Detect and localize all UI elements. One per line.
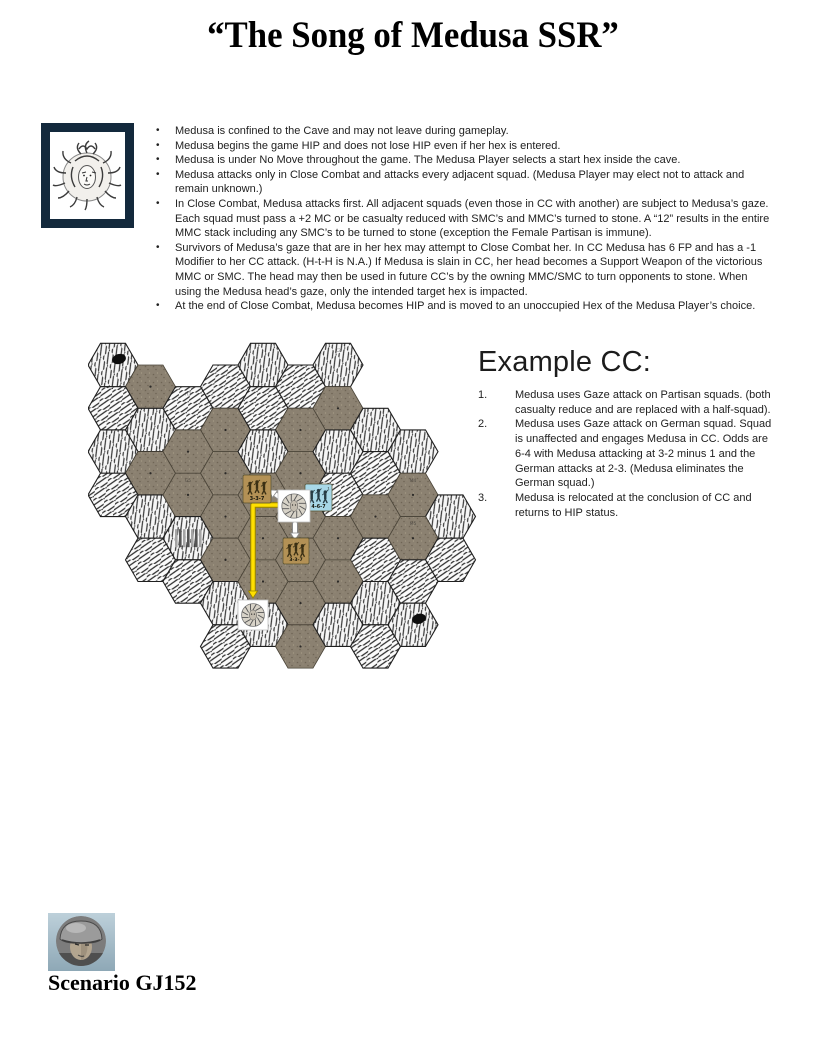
bullet-marker: • bbox=[156, 300, 160, 312]
rule-item bbox=[156, 197, 772, 241]
page-title: “The Song of Medusa SSR” bbox=[207, 15, 619, 56]
hex-center-dot bbox=[299, 472, 301, 474]
medusa-plaque bbox=[50, 132, 125, 219]
hex-center-dot bbox=[224, 429, 226, 431]
medusa-plaque-frame bbox=[41, 123, 134, 228]
rules-list bbox=[156, 124, 772, 314]
example-item-text: Medusa uses Gaze attack on Partisan squads. (both casualty reduce and are replaced with a half-squad). bbox=[515, 389, 771, 416]
example-item bbox=[478, 388, 774, 417]
hex-center-dot bbox=[412, 537, 414, 539]
hex-center-dot bbox=[149, 472, 151, 474]
example-item-number: 2. bbox=[478, 418, 488, 431]
rule-text: Medusa begins the game HIP and does not lose HIP even if her hex is entered. bbox=[175, 139, 561, 152]
medusa-counter-relocated bbox=[238, 600, 268, 630]
rule-text: Medusa is under No Move throughout the game. The Medusa Player selects a start hex inside the cave. bbox=[175, 154, 681, 167]
hex-center-dot bbox=[224, 559, 226, 561]
hex-label: K2 bbox=[335, 349, 341, 354]
hex-center-dot bbox=[262, 537, 264, 539]
example-cc-heading: Example CC: bbox=[478, 346, 652, 378]
rule-text: At the end of Close Combat, Medusa becomes HIP and is moved to an unoccupied Hex of the Medusa Player’s choice. bbox=[175, 300, 756, 313]
hex-center-dot bbox=[224, 515, 226, 517]
hex-label: M5 bbox=[409, 522, 417, 528]
example-item bbox=[478, 417, 774, 491]
hex-label: H2 bbox=[184, 392, 192, 398]
rule-item bbox=[156, 241, 772, 299]
bullet-marker: • bbox=[156, 197, 160, 209]
counter-value: 3-3-7 bbox=[249, 496, 265, 502]
bullet-marker: • bbox=[156, 168, 160, 180]
scenario-id-label: Scenario GJ152 bbox=[48, 970, 197, 995]
hex-center-dot bbox=[187, 451, 189, 453]
rule-item bbox=[156, 153, 772, 168]
hex-center-dot bbox=[337, 407, 339, 409]
rule-text: Medusa attacks only in Close Combat and attacks every adjacent squad. (Medusa Player may elect not to attack and remain unknown.) bbox=[175, 168, 745, 196]
counter-value: 4-6-7 bbox=[311, 504, 326, 510]
hex-label: M4 bbox=[409, 478, 417, 484]
medusa-counter bbox=[278, 490, 310, 522]
hex-label: G5 bbox=[184, 478, 192, 484]
soldier-portrait-icon bbox=[48, 913, 115, 971]
cave-map-svg bbox=[88, 340, 488, 685]
hex-center-dot bbox=[262, 580, 264, 582]
rule-item bbox=[156, 124, 772, 139]
hex-center-dot bbox=[412, 494, 414, 496]
cave-map bbox=[88, 340, 488, 685]
rule-item bbox=[156, 299, 772, 314]
hex-center-dot bbox=[224, 472, 226, 474]
partisan-squad-counter bbox=[243, 475, 271, 503]
example-item-number: 1. bbox=[478, 389, 488, 401]
hex-center-dot bbox=[149, 386, 151, 388]
rule-text: In Close Combat, Medusa attacks first. All adjacent squads (even those in CC with another) are subject to Medusa’s gaze. Each squad must pass a +2 MC or be casualty reduced with SMC’s and MMC’s turned to stone. A “12” results in the entire MMC stack including any SMC’s to be turned to stone (exception the Female Partisan is immune). bbox=[175, 197, 770, 240]
example-item-number: 3. bbox=[478, 491, 488, 504]
example-item-text: Medusa uses Gaze attack on German squad. Squad is unaffected and engages Medusa in CC. Odds are 6-4 with Medusa attacking at 3-2 minus 1 and the German attacks at 2-3. (Medusa eliminates the German squad.) bbox=[515, 418, 772, 490]
hex-center-dot bbox=[337, 580, 339, 582]
counter-value: 3-3-7 bbox=[289, 558, 303, 563]
hex-center-dot bbox=[299, 602, 301, 604]
counter-superscript: 1 bbox=[327, 485, 330, 491]
rule-text: Survivors of Medusa’s gaze that are in her hex may attempt to Close Combat her. In CC Medusa has 6 FP and has a -1 Modifier to her CC attack. (H-t-H is N.A.) If Medusa is slain in CC, her head becomes a Support Weapon of the victorious MMC or SMC. The head may then be used in future CC’s by the owning MMC/SMC to turn opponents to stone. When using the Medusa head’s gaze, only the intended target hex is impacted. bbox=[175, 241, 763, 298]
example-cc-list bbox=[478, 388, 774, 520]
bullet-marker: • bbox=[156, 139, 160, 151]
hex-center-dot bbox=[299, 645, 301, 647]
soldier-badge bbox=[48, 913, 115, 971]
medusa-engraving-icon bbox=[51, 133, 124, 218]
hex-center-dot bbox=[374, 515, 376, 517]
hex-center-dot bbox=[187, 494, 189, 496]
hex-center-dot bbox=[337, 537, 339, 539]
rule-text: Medusa is confined to the Cave and may not leave during gameplay. bbox=[175, 125, 509, 137]
bullet-marker: • bbox=[156, 154, 160, 166]
example-item bbox=[478, 491, 774, 520]
rule-item bbox=[156, 168, 772, 197]
rule-item bbox=[156, 139, 772, 154]
hex-center-dot bbox=[299, 429, 301, 431]
bullet-marker: • bbox=[156, 125, 160, 136]
bullet-marker: • bbox=[156, 241, 160, 253]
partisan-squad-counter-2 bbox=[283, 538, 309, 564]
example-item-text: Medusa is relocated at the conclusion of CC and returns to HIP status. bbox=[515, 491, 752, 519]
